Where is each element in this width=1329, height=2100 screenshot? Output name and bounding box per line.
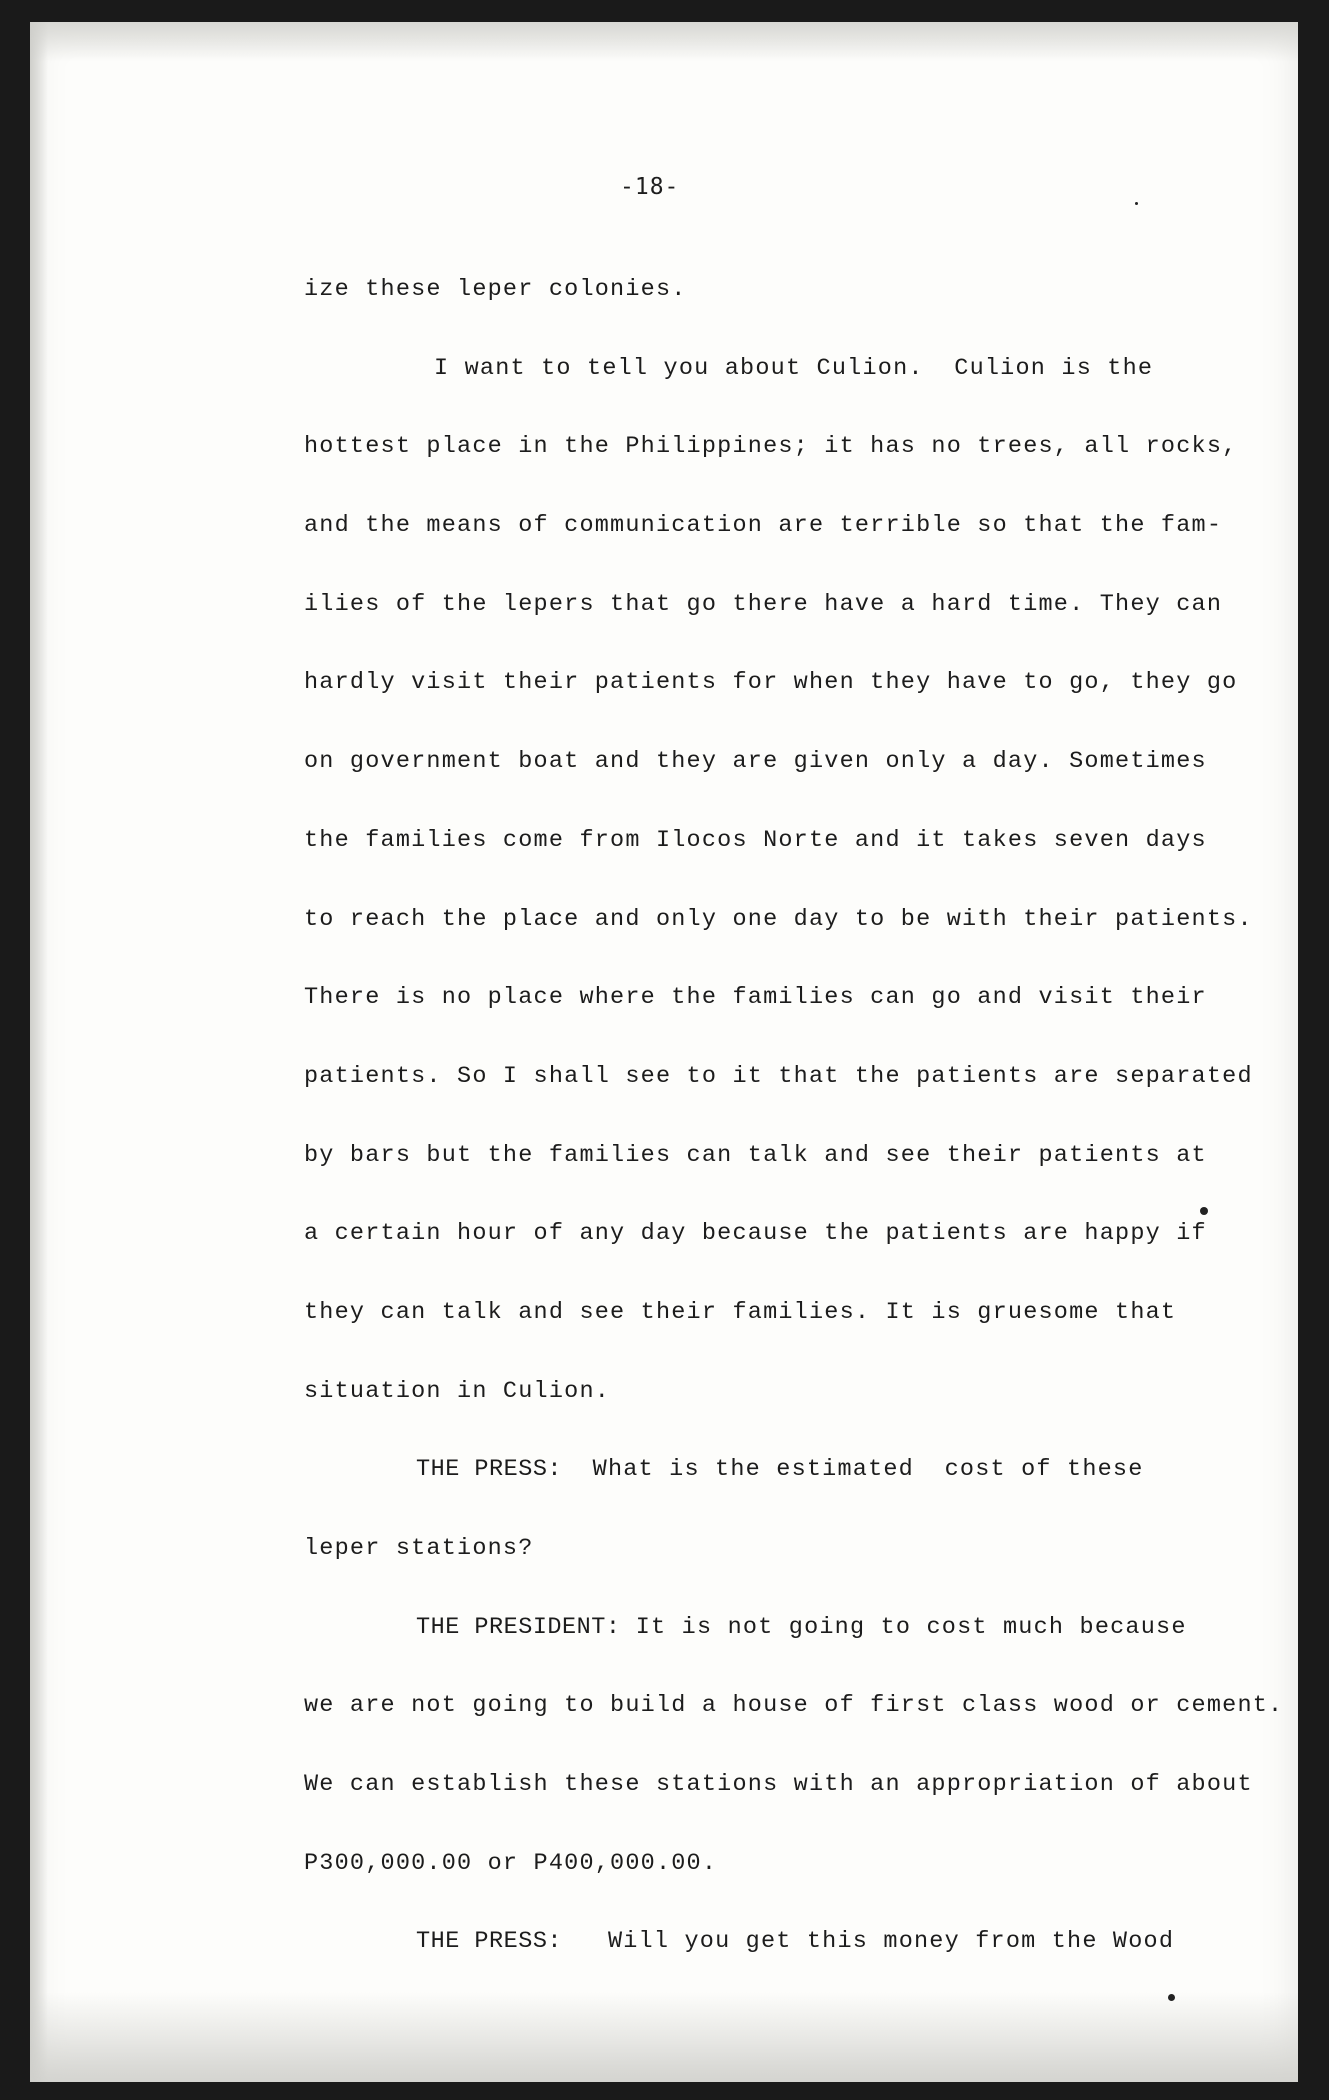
text-line: by bars but the families can talk and see their patients at (304, 1141, 1207, 1169)
speaker-label: THE PRESS: (416, 1456, 563, 1484)
ink-speck (1200, 1207, 1208, 1215)
speech-text: Will you get this money from the Wood (607, 1928, 1175, 1956)
speech-text: What is the estimated cost of these (592, 1456, 1144, 1484)
text-line: they can talk and see their families. It is gruesome that (304, 1298, 1177, 1326)
page-shadow-top (30, 22, 1298, 62)
text-line: hottest place in the Philippines; it has no trees, all rocks, (304, 433, 1238, 461)
page-number: -18- (620, 174, 680, 200)
text-line: ilies of the lepers that go there have a hard time. They can (304, 590, 1223, 618)
text-line: a certain hour of any day because the patients are happy if (304, 1220, 1207, 1248)
text-line: to reach the place and only one day to be with their patients. (304, 905, 1253, 933)
text-line: and the means of communication are terrible so that the fam- (304, 512, 1223, 540)
text-line: We can establish these stations with an appropriation of about (304, 1771, 1253, 1799)
text-line: we are not going to build a house of first class wood or cement. (304, 1692, 1284, 1720)
page-shadow-left (30, 22, 48, 2082)
speech-text: It is not going to cost much because (635, 1613, 1187, 1641)
press-question-line (304, 1927, 1204, 2006)
press-question-line (304, 1455, 1204, 1534)
document-page (30, 22, 1298, 2082)
body-text (304, 275, 1284, 2006)
text-line: leper stations? (304, 1535, 534, 1562)
text-line: situation in Culion. (304, 1377, 611, 1405)
text-line: hardly visit their patients for when they have to go, they go (304, 669, 1238, 697)
ink-speck (1168, 1994, 1175, 2001)
president-answer-line (304, 1613, 1204, 1692)
speaker-label: THE PRESIDENT: (416, 1613, 621, 1641)
ink-speck (1135, 202, 1138, 205)
text-line: patients. So I shall see to it that the patients are separated (304, 1062, 1253, 1090)
text-line: I want to tell you about Culion. Culion is the (434, 354, 1154, 382)
speaker-label: THE PRESS: (416, 1928, 563, 1956)
text-line: P300,000.00 or P400,000.00. (304, 1849, 718, 1877)
text-line: There is no place where the families can go and visit their (304, 984, 1207, 1012)
text-line: the families come from Ilocos Norte and it takes seven days (304, 826, 1207, 854)
text-line: ize these leper colonies. (304, 276, 687, 303)
text-line: on government boat and they are given only a day. Sometimes (304, 748, 1207, 776)
